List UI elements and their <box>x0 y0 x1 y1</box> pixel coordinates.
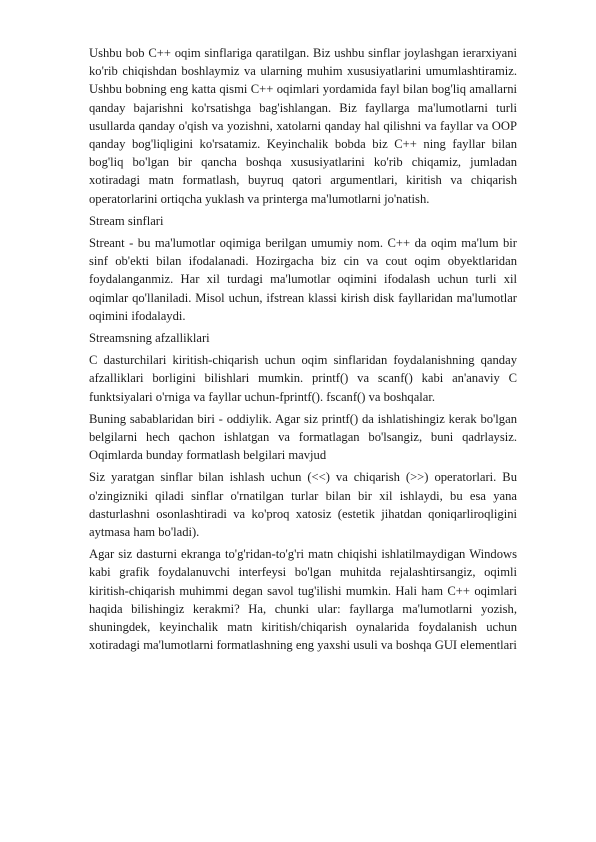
section-heading-stream-advantages: Streamsning afzalliklari <box>89 331 210 346</box>
section-heading-stream-classes: Stream sinflari <box>89 213 164 228</box>
operators-paragraph: Siz yaratgan sinflar bilan ishlash uchun (<<) va chiqarish (>>) operatorlari. Bu o'zingizniki qiladi sinflar o'rnatilgan turlar bilan bir xil ishlaydi, bu esa yana dasturlashni osonlashtiradi va ko'proq xatosiz (estetik jihatdan qoniqarliroqligini aytmasa ham bo'ladi). <box>89 470 517 540</box>
advantages-paragraph: C dasturchilari kiritish-chiqarish uchun oqim sinflaridan foydalanishning qanday afzalliklari borligini bilishlari mumkin. printf() va scanf() kabi an'anaviy C funktsiyalari o'rniga va fayllar uchun-fprintf(). fscanf() va boshqalar. <box>89 353 517 404</box>
stream-definition-paragraph: Streant - bu ma'lumotlar oqimiga berilgan umumiy nom. C++ da oqim ma'lum bir sinf ob'ekti bilan ifodalanadi. Hozirgacha biz cin va cout oqim obyektlaridan foydalanganmiz. Har xil turdagi ma'lumotlar oqimini ifodalash uchun turli xil oqimlar qo'llaniladi. Misol uchun, ifstrean klassi kirish disk fayllaridan ma'lumotlar oqimini ifodalaydi. <box>89 236 517 323</box>
intro-paragraph: Ushbu bob C++ oqim sinflariga qaratilgan. Biz ushbu sinflar joylashgan ierarxiyani ko'rib chiqishdan boshlaymiz va ularning muhim xususiyatlarini umumlashtiramiz. Ushbu bobning eng katta qismi C++ oqimlari yordamida fayl bilan bog'liq amallarni qanday bajarishni ko'rsatishga bag'ishlangan. Biz fayllarga ma'lumotlarni turli usullarda qanday o'qish va yozishni, xatolarni qanday hal qilishni va fayllar va OOP qanday bog'liqligini ko'rsatamiz. Keyinchalik bobda biz C++ ning fayllar bilan bog'liq bo'lgan bir qancha boshqa xususiyatlarini ko'rib chiqamiz, jumladan xotiradagi matn formatlash, buyruq qatori argumentlari, kiritish va chiqarish operatorlarini ortiqcha yuklash va printerga ma'lumotlarni jo'natish. <box>89 46 517 206</box>
gui-paragraph: Agar siz dasturni ekranga to'g'ridan-to'g'ri matn chiqishi ishlatilmaydigan Windows kabi grafik foydalanuvchi interfeysi bo'lgan muhitda rejalashtirsangiz, oqimli kiritish-chiqarish muhimmi degan savol tug'ilishi mumkin. Hali ham C++ oqimlari haqida bilishingiz kerakmi? Ha, chunki ular: fayllarga ma'lumotlarni yozish, shuningdek, keyinchalik matn kiritish/chiqarish oynalarida foydalanish uchun xotiradagi ma'lumotlarni formatlashning eng yaxshi usuli va boshqa GUI elementlari <box>89 547 517 653</box>
document-page <box>89 44 517 659</box>
simplicity-paragraph: Buning sabablaridan biri - oddiylik. Agar siz printf() da ishlatishingiz kerak bo'lgan belgilarni hech qachon ishlatgan va formatlagan bo'lsangiz, buni qadrlaysiz. Oqimlarda bunday formatlash belgilari mavjud <box>89 411 517 463</box>
